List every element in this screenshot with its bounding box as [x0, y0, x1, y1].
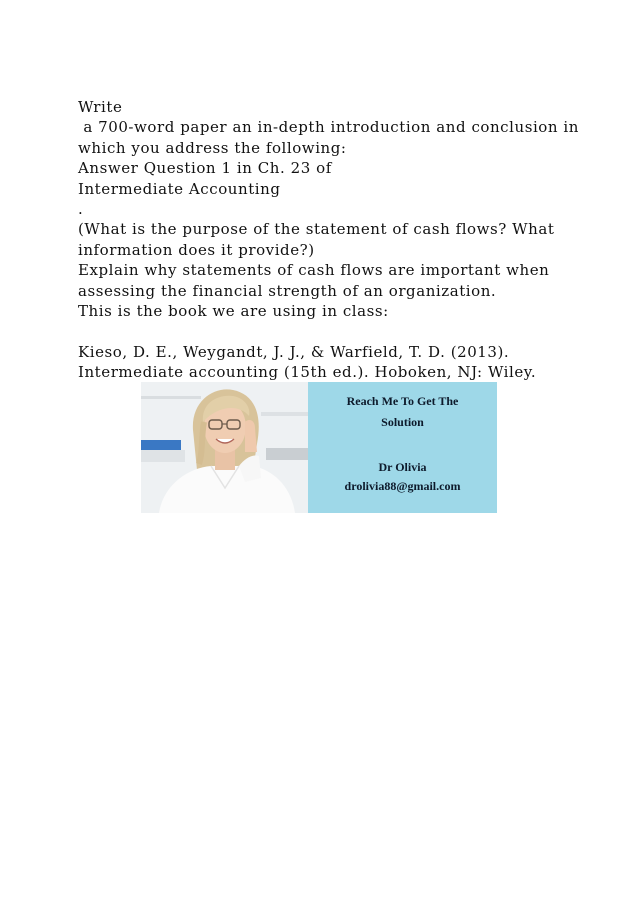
contact-email[interactable]: drolivia88@gmail.com — [344, 479, 461, 493]
text-line: . — [78, 199, 84, 218]
person-photo — [141, 382, 308, 513]
banner-headline: Reach Me To Get The — [346, 394, 459, 408]
contact-info-panel — [308, 382, 497, 513]
text-line: assessing the financial strength of an organization. — [78, 281, 497, 300]
banner-headline-cont: Solution — [381, 415, 424, 429]
text-line: information does it provide?) — [78, 240, 315, 259]
text-line: which you address the following: — [78, 138, 347, 157]
contact-name: Dr Olivia — [378, 460, 427, 474]
text-line: a 700-word paper an in-depth introduction and conclusion in — [78, 118, 579, 137]
assignment-text — [78, 97, 598, 382]
text-line: Explain why statements of cash flows are important when — [78, 261, 550, 280]
paragraph-gap — [78, 321, 598, 341]
contact-banner — [141, 382, 497, 513]
text-line: Answer Question 1 in Ch. 23 of — [78, 159, 332, 178]
citation-line: Kieso, D. E., Weygandt, J. J., & Warfield, T. D. (2013). — [78, 342, 510, 361]
woman-portrait-illustration — [141, 382, 308, 513]
citation-line: Intermediate accounting (15th ed.). Hoboken, NJ: Wiley. — [78, 363, 537, 382]
text-line: Intermediate Accounting — [78, 179, 281, 198]
text-line: This is the book we are using in class: — [78, 301, 389, 320]
text-line: Write — [78, 98, 123, 116]
text-line: (What is the purpose of the statement of cash flows? What — [78, 220, 555, 239]
